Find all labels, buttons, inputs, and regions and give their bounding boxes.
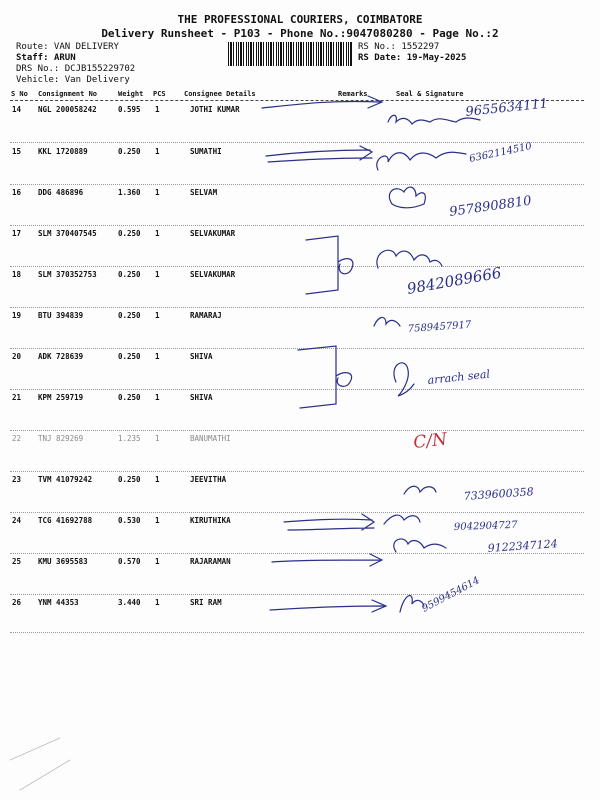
cell-sno: 15 (12, 147, 22, 156)
hw-phone-18: 9842089666 (405, 263, 503, 298)
cell-pcs: 1 (155, 311, 160, 320)
hw-note-20: arrach seal (426, 367, 491, 387)
table-row (0, 557, 600, 573)
cell-consignee: JOTHI KUMAR (190, 105, 240, 114)
col-consignment: Consignment No (38, 90, 98, 98)
cell-pcs: 1 (155, 147, 160, 156)
cell-sno: 21 (12, 393, 22, 402)
row-divider (10, 553, 584, 554)
company-title: THE PROFESSIONAL COURIERS, COIMBATORE (177, 13, 423, 26)
hw-phone-19: 7589457917 (407, 319, 472, 335)
cell-weight: 1.235 (118, 434, 141, 443)
staff-line (16, 53, 76, 63)
row-divider (10, 430, 584, 431)
col-weight: Weight (118, 90, 144, 98)
cell-sno: 17 (12, 229, 22, 238)
staff-label: Staff: (16, 53, 49, 63)
cell-pcs: 1 (155, 557, 160, 566)
cell-weight: 1.360 (118, 188, 141, 197)
table-row (0, 393, 600, 409)
cell-weight: 3.440 (118, 598, 141, 607)
col-sno: S No (11, 90, 28, 98)
cell-pcs: 1 (155, 352, 160, 361)
cell-pcs: 1 (155, 188, 160, 197)
cell-sno: 20 (12, 352, 22, 361)
cell-consignee: SUMATHI (190, 147, 222, 156)
cell-consignment: SLM 370352753 (38, 270, 97, 279)
col-seal-signature: Seal & Signature (396, 90, 464, 98)
cell-sno: 26 (12, 598, 22, 607)
cell-consignee: BANUMATHI (190, 434, 231, 443)
cell-pcs: 1 (155, 105, 160, 114)
table-row (0, 229, 600, 245)
hw-phone-26: 9599454614 (420, 575, 482, 615)
cell-consignee: SRI RAM (190, 598, 222, 607)
table-row (0, 311, 600, 327)
hw-note-22: C/N (412, 429, 448, 453)
cell-pcs: 1 (155, 475, 160, 484)
cell-consignment: NGL 200058242 (38, 105, 97, 114)
cell-consignment: DDG 486896 (38, 188, 84, 197)
table-row (0, 434, 600, 450)
vehicle-label: Vehicle: Van Delivery (16, 75, 130, 85)
hw-phone-15: 6362114510 (468, 140, 533, 165)
row-divider (10, 348, 584, 349)
cell-weight: 0.250 (118, 311, 141, 320)
cell-weight: 0.570 (118, 557, 141, 566)
cell-consignment: KKL 1720889 (38, 147, 88, 156)
cell-weight: 0.595 (118, 105, 141, 114)
row-divider (10, 142, 584, 143)
table-row (0, 188, 600, 204)
cell-sno: 14 (12, 105, 22, 114)
cell-consignment: TCG 41692788 (38, 516, 93, 525)
hw-phone-14: 9655634111 (464, 96, 549, 120)
cell-weight: 0.250 (118, 229, 141, 238)
table-row (0, 598, 600, 614)
cell-pcs: 1 (155, 393, 160, 402)
header-divider (10, 100, 584, 101)
cell-weight: 0.250 (118, 352, 141, 361)
cell-pcs: 1 (155, 598, 160, 607)
staff-name: ARUN (53, 53, 76, 63)
row-divider (10, 389, 584, 390)
cell-consignment: TVM 41079242 (38, 475, 93, 484)
hw-phone-23: 7339600358 (463, 485, 535, 503)
hw-phone-16: 9578908810 (448, 193, 533, 220)
row-divider (10, 307, 584, 308)
cell-consignee: SHIVA (190, 352, 213, 361)
cell-weight: 0.250 (118, 270, 141, 279)
rs-date: RS Date: 19-May-2025 (358, 53, 467, 63)
cell-pcs: 1 (155, 516, 160, 525)
table-row (0, 516, 600, 532)
cell-consignee: JEEVITHA (190, 475, 227, 484)
route-label: Route: VAN DELIVERY (16, 42, 119, 52)
cell-weight: 0.250 (118, 393, 141, 402)
cell-consignment: TNJ 829269 (38, 434, 84, 443)
cell-sno: 16 (12, 188, 22, 197)
cell-consignment: KMU 3695583 (38, 557, 88, 566)
cell-consignee: RAMARAJ (190, 311, 222, 320)
cell-pcs: 1 (155, 434, 160, 443)
cell-sno: 24 (12, 516, 22, 525)
col-consignee: Consignee Details (184, 90, 256, 98)
cell-pcs: 1 (155, 229, 160, 238)
cell-consignee: RAJARAMAN (190, 557, 231, 566)
cell-consignee: KIRUTHIKA (190, 516, 231, 525)
row-divider (10, 594, 584, 595)
cell-consignment: ADK 728639 (38, 352, 84, 361)
col-remarks: Remarks (338, 90, 368, 98)
cell-weight: 0.250 (118, 147, 141, 156)
cell-consignment: BTU 394839 (38, 311, 84, 320)
cell-consignment: KPM 259719 (38, 393, 84, 402)
cell-sno: 23 (12, 475, 22, 484)
row-divider (10, 225, 584, 226)
rs-number: RS No.: 1552297 (358, 42, 440, 52)
row-divider (10, 184, 584, 185)
hw-phone-24: 9042904727 (453, 519, 518, 533)
hw-phone-25: 9122347124 (487, 537, 559, 555)
col-pcs: PCS (153, 90, 166, 98)
row-divider (10, 512, 584, 513)
barcode (228, 42, 352, 66)
cell-sno: 18 (12, 270, 22, 279)
page-curl-line (10, 738, 70, 790)
cell-pcs: 1 (155, 270, 160, 279)
cell-sno: 22 (12, 434, 22, 443)
runsheet-subtitle: Delivery Runsheet - P103 - Phone No.:9047080280 - Page No.:2 (101, 27, 499, 40)
cell-weight: 0.250 (118, 475, 141, 484)
table-row (0, 352, 600, 368)
table-row (0, 105, 600, 121)
cell-weight: 0.530 (118, 516, 141, 525)
cell-consignment: SLM 370407545 (38, 229, 97, 238)
cell-consignment: YNM 44353 (38, 598, 79, 607)
cell-sno: 25 (12, 557, 22, 566)
cell-consignee: SELVAKUMAR (190, 229, 236, 238)
table-row (0, 270, 600, 286)
row-divider (10, 632, 584, 633)
table-row (0, 147, 600, 163)
cell-sno: 19 (12, 311, 22, 320)
cell-consignee: SELVAM (190, 188, 218, 197)
signature-row-25 (394, 539, 446, 552)
table-row (0, 475, 600, 491)
row-divider (10, 266, 584, 267)
drs-number: DRS No.: DCJB155229702 (16, 64, 136, 74)
row-divider (10, 471, 584, 472)
cell-consignee: SELVAKUMAR (190, 270, 236, 279)
cell-consignee: SHIVA (190, 393, 213, 402)
